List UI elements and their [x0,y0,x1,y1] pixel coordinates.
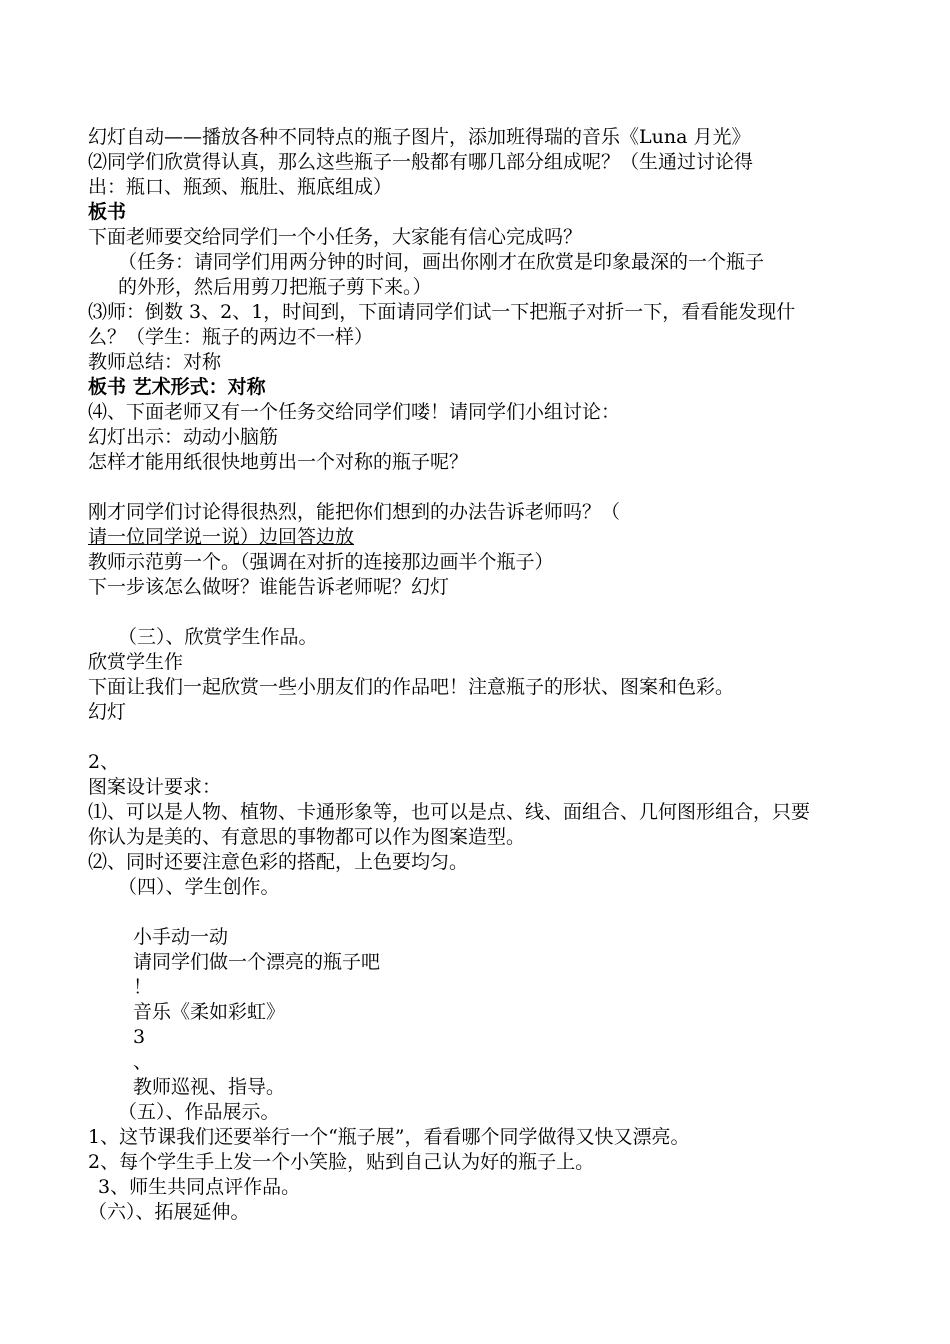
text-line: 欣赏学生作 [88,651,184,673]
text-line: 教师示范剪一个。（强调在对折的连接那边画半个瓶子） [88,551,554,573]
text-line: 、 [133,1051,153,1073]
section-heading: （六）、拓展延伸。 [88,1201,250,1223]
text-line: 下面老师要交给同学们一个小任务，大家能有信心完成吗？ [88,226,583,248]
text-line: 幻灯自动——播放各种不同特点的瓶子图片，添加班得瑞的音乐《Luna 月光》 [88,126,751,148]
text-line: 教师巡视、指导。 [133,1076,286,1098]
text-line: 刚才同学们讨论得很热烈，能把你们想到的办法告诉老师吗？（ [88,501,621,523]
text-line: 么？（学生：瓶子的两边不一样） [88,326,374,348]
text-line: 出：瓶口、瓶颈、瓶肚、瓶底组成） [88,176,393,198]
text-line: 教师总结：对称 [88,351,222,373]
text-line: （任务：请同学们用两分钟的时间，画出你刚才在欣赏是印象最深的一个瓶子 [118,251,765,273]
board-note-heading: 板书 [88,201,127,223]
board-note-heading: 板书 艺术形式：对称 [88,376,266,398]
text-line: ！ [133,976,153,998]
text-line: 怎样才能用纸很快地剪出一个对称的瓶子呢？ [88,451,469,473]
underlined-text-line: 请一位同学说一说）边回答边放 [88,526,355,548]
text-line: 2、每个学生手上发一个小笑脸，贴到自己认为好的瓶子上。 [88,1151,595,1173]
text-line: 请同学们做一个漂亮的瓶子吧 [133,951,381,973]
text-line: 3、师生共同点评作品。 [98,1176,301,1198]
text-line: ⑵、同时还要注意色彩的搭配，上色要均匀。 [88,851,469,873]
section-heading: （四）、学生创作。 [118,876,280,898]
text-line: ⑷、下面老师又有一个任务交给同学们喽！请同学们小组讨论： [88,401,621,423]
text-line: 下一步该怎么做呀？谁能告诉老师呢？幻灯 [88,576,450,598]
text-line: ⑶师：倒数 3、2、1，时间到，下面请同学们试一下把瓶子对折一下，看看能发现什 [88,301,796,323]
section-heading: （三）、欣赏学生作品。 [118,626,318,648]
text-line: 图案设计要求： [88,776,222,798]
text-line: 的外形，然后用剪刀把瓶子剪下来。） [118,276,432,298]
text-line: 幻灯出示：动动小脑筋 [88,426,279,448]
text-line: 你认为是美的、有意思的事物都可以作为图案造型。 [88,826,526,848]
text-line: 3 [133,1026,146,1048]
section-heading: （五）、作品展示。 [118,1101,280,1123]
text-line: 幻灯 [88,701,127,723]
text-line: 1、这节课我们还要举行一个“瓶子展”，看看哪个同学做得又快又漂亮。 [88,1126,690,1148]
text-line: ⑵同学们欣赏得认真，那么这些瓶子一般都有哪几部分组成呢？（生通过讨论得 [88,151,754,173]
text-line: 音乐《柔如彩虹》 [133,1001,286,1023]
text-line: 小手动一动 [133,926,229,948]
text-line: 2、 [88,751,120,773]
text-line: ⑴、可以是人物、植物、卡通形象等，也可以是点、线、面组合、几何图形组合，只要 [88,801,811,823]
text-line: 下面让我们一起欣赏一些小朋友们的作品吧！注意瓶子的形状、图案和色彩。 [88,676,735,698]
